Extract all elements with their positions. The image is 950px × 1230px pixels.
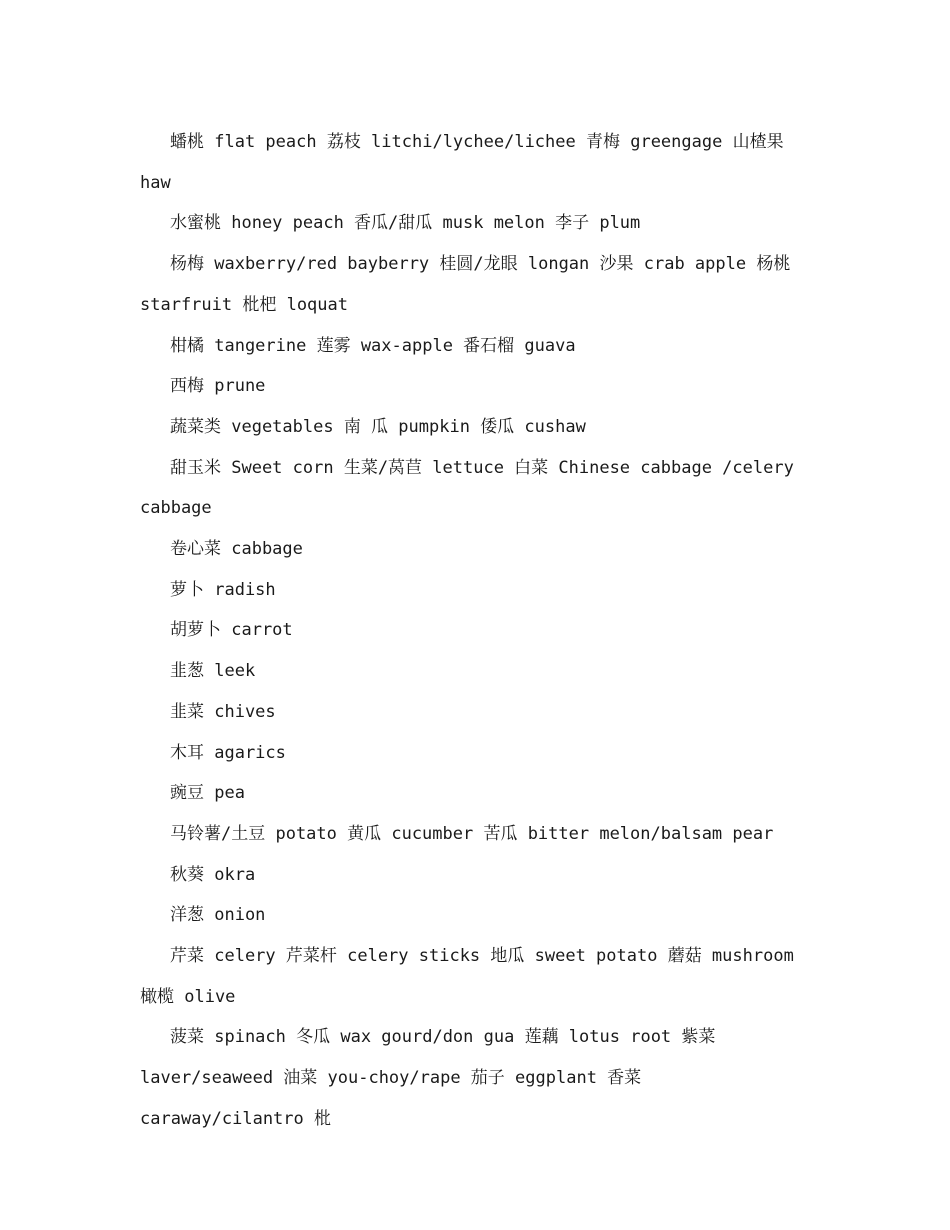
paragraph-agarics: 木耳 agarics (170, 742, 286, 763)
paragraph-spinach: 菠菜 spinach 冬瓜 wax gourd/don gua 莲藕 lotus root 紫菜 laver/seaweed 油菜 you-choy/rape 茄子 eggplant 香菜 caraway/cilantro 枇 (140, 1027, 716, 1129)
paragraph-carrot: 胡萝卜 carrot (170, 620, 293, 641)
paragraph-cabbage: 卷心菜 cabbage (170, 539, 303, 560)
paragraph-honey-peach: 水蜜桃 honey peach 香瓜/甜瓜 musk melon 李子 plum (170, 213, 641, 234)
paragraph-celery: 芹菜 celery 芹菜杆 celery sticks 地瓜 sweet potato 蘑菇 mushroom 橄榄 olive (140, 946, 794, 1007)
paragraph-tangerine: 柑橘 tangerine 莲雾 wax-apple 番石榴 guava (170, 335, 576, 356)
paragraph-sweet-corn: 甜玉米 Sweet corn 生菜/莴苣 lettuce 白菜 Chinese cabbage /celery cabbage (140, 457, 794, 519)
paragraph-radish: 萝卜 radish (170, 579, 276, 600)
paragraph-flat-peach: 蟠桃 flat peach 荔枝 litchi/lychee/lichee 青梅 greengage 山楂果 haw (140, 132, 784, 193)
vocabulary-text (140, 122, 810, 1140)
paragraph-okra: 秋葵 okra (170, 864, 256, 885)
paragraph-vegetables: 蔬菜类 vegetables 南 瓜 pumpkin 倭瓜 cushaw (170, 416, 586, 437)
paragraph-potato: 马铃薯/土豆 potato 黄瓜 cucumber 苦瓜 bitter melon/balsam pear (170, 823, 774, 844)
paragraph-onion: 洋葱 onion (170, 905, 266, 926)
paragraph-prune: 西梅 prune (170, 376, 266, 397)
paragraph-chives: 韭菜 chives (170, 701, 276, 722)
paragraph-pea: 豌豆 pea (170, 783, 245, 804)
paragraph-leek: 韭葱 leek (170, 661, 256, 682)
paragraph-waxberry: 杨梅 waxberry/red bayberry 桂圆/龙眼 longan 沙果 crab apple 杨桃 starfruit 枇杷 loquat (140, 254, 791, 315)
